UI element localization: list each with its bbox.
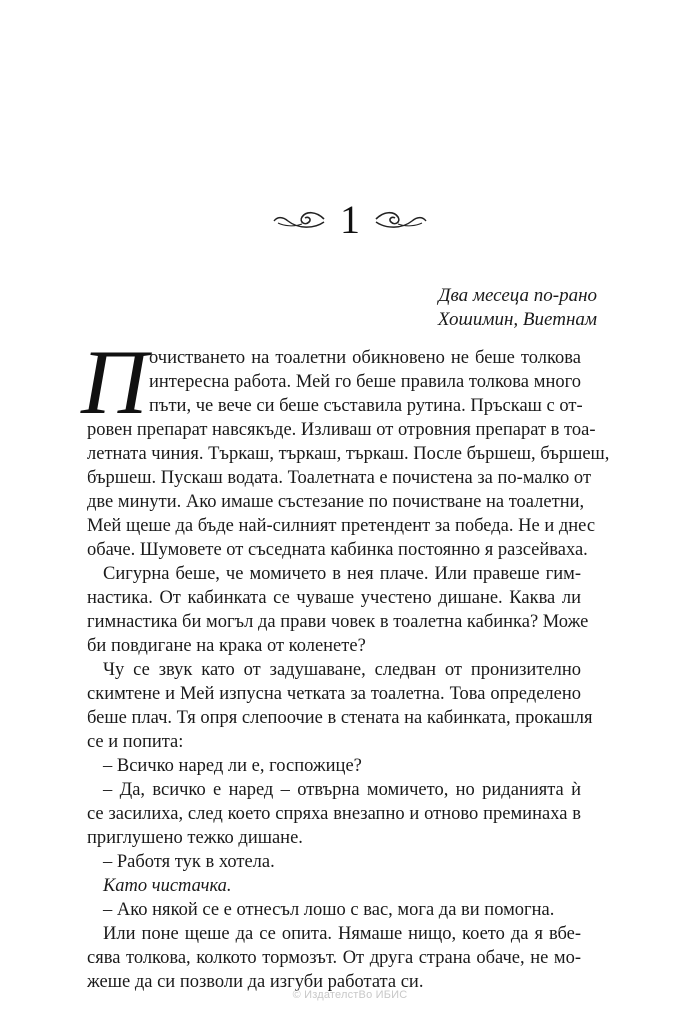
publisher-footer: © ИздателстВо ИБИС: [292, 989, 408, 1001]
text-line: жеше да си позволи да изгуби работата си.: [87, 972, 424, 992]
text-line: очистването на тоалетни обикновено не беше толкова: [149, 348, 581, 368]
text-line: интересна работа. Мей го беше правила толкова много: [149, 372, 581, 392]
text-line: Мей щеше да бъде най-силният претендент за победа. Не и днес: [87, 516, 596, 536]
italic-thought-line: Като чистачка.: [103, 876, 232, 896]
chapter-number: 1: [340, 197, 360, 242]
right-flourish-icon: [374, 207, 428, 233]
epigraph-time: Два месеца по-рано: [438, 285, 597, 306]
left-flourish-icon: [272, 207, 326, 233]
text-line: бършеш. Пускаш водата. Тоалетната е почистена за по-малко от: [87, 468, 592, 488]
text-line: две минути. Ако имаше състезание по почистване на тоалетни,: [87, 492, 585, 512]
text-line: Чу се звук като от задушаване, следван от пронизително: [103, 660, 581, 680]
text-line: скимтене и Мей изпусна четката за тоалетна. Това определено: [87, 684, 581, 704]
text-line: се засилиха, след което спряха внезапно и отново преминаха в: [87, 804, 581, 824]
epigraph: [197, 284, 597, 332]
dialogue-line: – Работя тук в хотела.: [103, 852, 275, 872]
text-line: беше плач. Тя опря слепоочие в стената на кабинката, прокашля: [87, 708, 593, 728]
text-line: пъти, че вече си беше съставила рутина. Пръскаш с от-: [149, 396, 583, 416]
text-line: Сигурна беше, че момичето в нея плаче. Или правеше гим-: [103, 564, 581, 584]
text-line: би повдигане на крака от коленете?: [87, 636, 366, 656]
chapter-heading: [0, 196, 700, 244]
text-line: приглушено тежко дишане.: [87, 828, 303, 848]
dialogue-line: – Ако някой се е отнесъл лошо с вас, мога да ви помогна.: [103, 900, 555, 920]
text-line: се и попита:: [87, 732, 184, 752]
text-line: сява толкова, колкото тормозът. От друга страна обаче, не мо-: [87, 948, 581, 968]
dialogue-line: – Всичко наред ли е, госпожице?: [103, 756, 362, 776]
dialogue-line: – Да, всичко е наред – отвърна момичето, но риданията ѝ: [103, 780, 581, 800]
epigraph-place: Хошимин, Виетнам: [437, 309, 597, 330]
text-line: летната чиния. Търкаш, търкаш, търкаш. После бършеш, бършеш,: [87, 444, 610, 464]
text-line: обаче. Шумовете от съседната кабинка постоянно я разсейваха.: [87, 540, 588, 560]
text-line: Или поне щеше да се опита. Нямаше нищо, което да я вбе-: [103, 924, 581, 944]
text-line: настика. От кабинката се чуваше учестено дишане. Каква ли: [87, 588, 581, 608]
text-line: ровен препарат навсякъде. Изливаш от отровния препарат в тоа-: [87, 420, 596, 440]
text-line: гимнастика би могъл да прави човек в тоалетна кабинка? Може: [87, 612, 589, 632]
chapter-body: [81, 331, 610, 994]
drop-cap: П: [81, 331, 148, 433]
